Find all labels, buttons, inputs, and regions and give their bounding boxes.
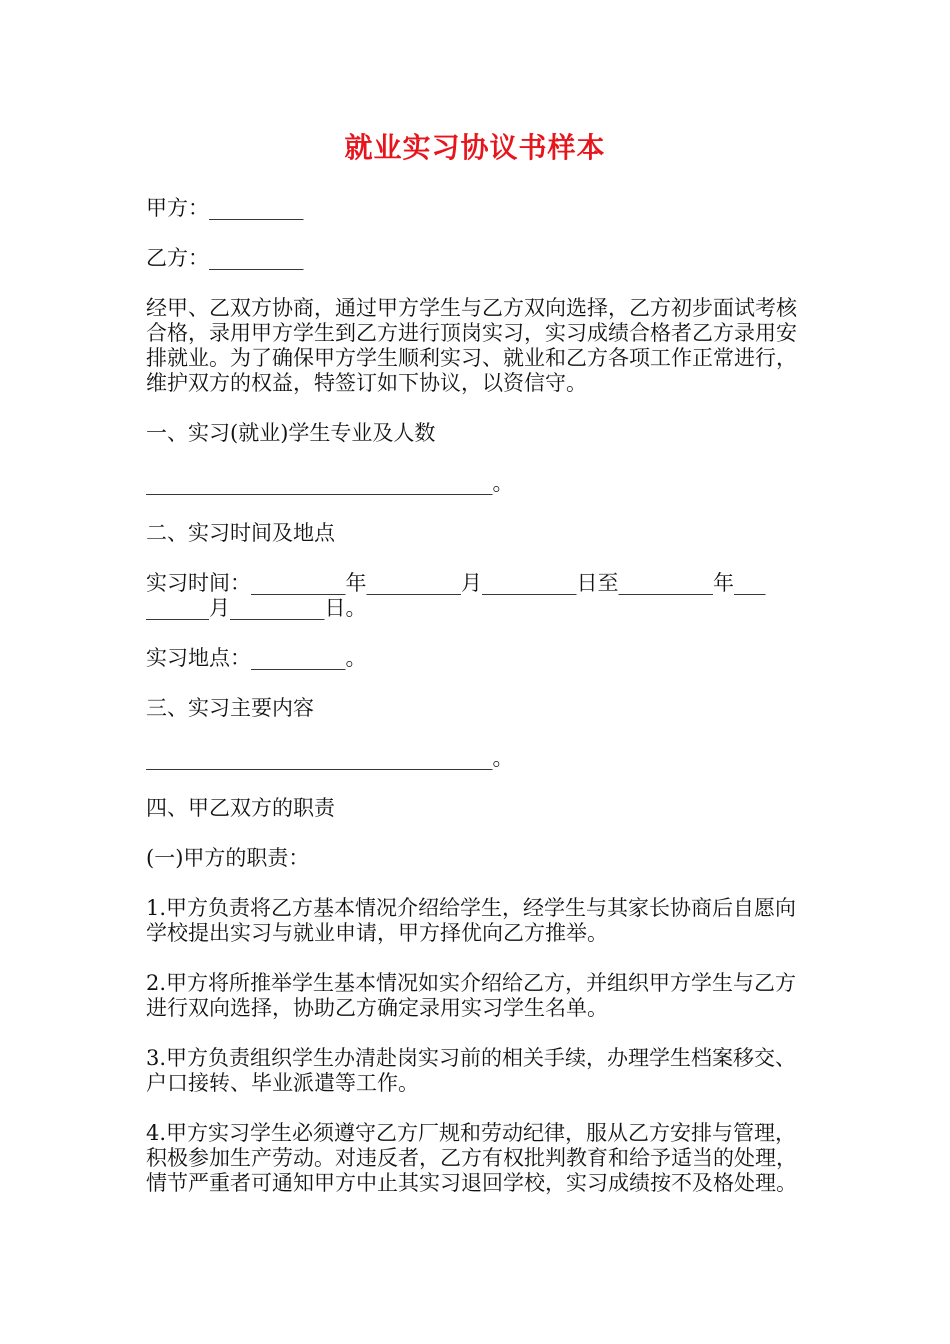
section-2-heading: 二、实习时间及地点 (146, 521, 335, 545)
section-4-heading: 四、甲乙双方的职责 (146, 796, 335, 820)
document-body (146, 196, 810, 1221)
internship-time-line-2: ______月_________日。 (146, 596, 367, 620)
section-3-heading: 三、实习主要内容 (146, 696, 314, 720)
internship-place: 实习地点：_________。 (146, 646, 367, 670)
section-1-heading: 一、实习(就业)学生专业及人数 (146, 421, 436, 445)
duty-item-4: 4.甲方实习学生必须遵守乙方厂规和劳动纪律，服从乙方安排与管理，积极参加生产劳动。对违反者，乙方有权批判教育和给予适当的处理，情节严重者可通知甲方中止其实习退回学校，实习成绩按不及格处理。 (146, 1121, 797, 1195)
section-3-blank: _________________________________。 (146, 746, 514, 770)
section-4-subheading: (一)甲方的职责： (146, 846, 310, 870)
internship-time-line-1: 实习时间：_________年_________月_________日至_________年___ (146, 571, 766, 595)
party-a-line: 甲方：_________ (146, 196, 304, 220)
party-b-line: 乙方：_________ (146, 246, 304, 270)
intro-paragraph: 经甲、乙双方协商，通过甲方学生与乙方双向选择，乙方初步面试考核合格，录用甲方学生到乙方进行顶岗实习，实习成绩合格者乙方录用安排就业。为了确保甲方学生顺利实习、就业和乙方各项工作正常进行，维护双方的权益，特签订如下协议，以资信守。 (146, 296, 797, 395)
internship-time-paragraph (146, 571, 810, 621)
duty-item-1: 1.甲方负责将乙方基本情况介绍给学生，经学生与其家长协商后自愿向学校提出实习与就业申请，甲方择优向乙方推举。 (146, 896, 797, 945)
duty-item-2: 2.甲方将所推举学生基本情况如实介绍给乙方，并组织甲方学生与乙方进行双向选择，协助乙方确定录用实习学生名单。 (146, 971, 797, 1020)
duty-item-3: 3.甲方负责组织学生办清赴岗实习前的相关手续，办理学生档案移交、户口接转、毕业派遣等工作。 (146, 1046, 797, 1095)
document-title: 就业实习协议书样本 (344, 131, 606, 164)
section-1-blank: _________________________________。 (146, 471, 514, 495)
